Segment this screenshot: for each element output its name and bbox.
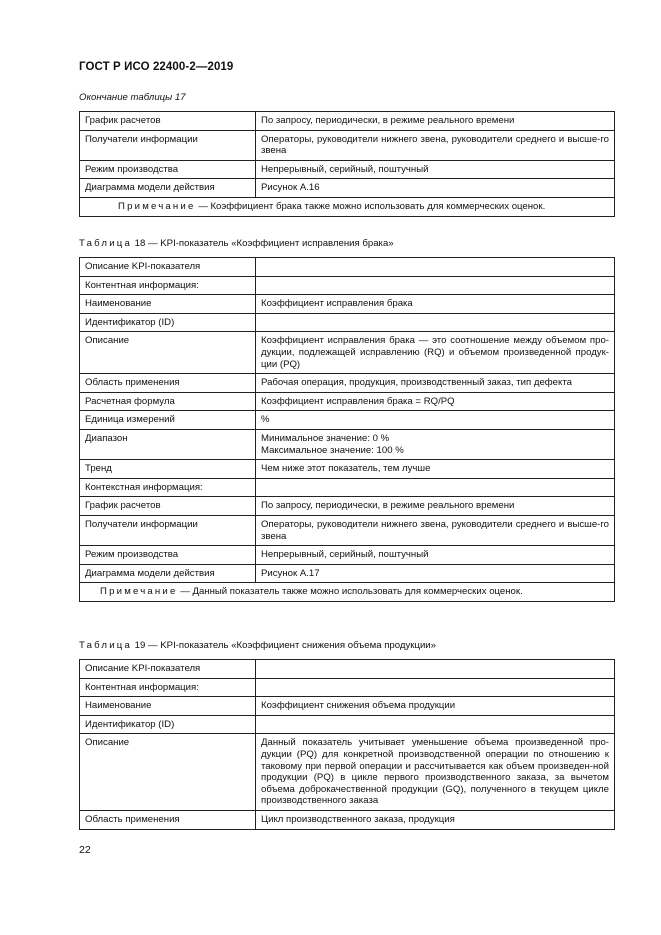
row-value: Цикл производственного заказа, продукция — [256, 810, 615, 829]
row-value: Непрерывный, серийный, поштучный — [256, 546, 615, 565]
row-label: Получатели информации — [80, 130, 256, 160]
row-label: График расчетов — [80, 112, 256, 131]
row-label: Контентная информация: — [80, 276, 256, 295]
row-value: Коэффициент снижения объема продукции — [256, 697, 615, 716]
row-label: Контентная информация: — [80, 678, 256, 697]
table-19-caption-text: 19 — KPI-показатель «Коэффициент снижения объема продукции» — [132, 640, 436, 651]
row-label: Тренд — [80, 460, 256, 479]
row-label: Расчетная формула — [80, 392, 256, 411]
table-row — [80, 429, 615, 459]
row-label: Описание KPI-показателя — [80, 660, 256, 679]
table-row — [80, 478, 615, 497]
note-label: Примечание — [118, 200, 196, 212]
table-row — [80, 678, 615, 697]
row-label: Описание — [80, 734, 256, 811]
table-row — [80, 734, 615, 811]
row-value: Рисунок А.16 — [256, 179, 615, 198]
row-value: Минимальное значение: 0 % Максимальное значение: 100 % — [256, 429, 615, 459]
row-label: Диапазон — [80, 429, 256, 459]
table-row — [80, 295, 615, 314]
row-value: Коэффициент исправления брака = RQ/PQ — [256, 392, 615, 411]
table-row — [80, 460, 615, 479]
row-label: Наименование — [80, 295, 256, 314]
table-18-caption — [79, 238, 394, 249]
table-row — [80, 392, 615, 411]
row-value: Чем ниже этот показатель, тем лучше — [256, 460, 615, 479]
note-text: — Коэффициент брака также можно использовать для коммерческих оценок. — [195, 200, 546, 212]
table-row — [80, 179, 615, 198]
row-label: Диаграмма модели действия — [80, 179, 256, 198]
table-17-continuation-caption: Окончание таблицы 17 — [79, 92, 186, 103]
table-19-caption — [79, 640, 436, 651]
row-value: По запросу, периодически, в режиме реального времени — [256, 112, 615, 131]
table-18-caption-label: Таблица — [79, 238, 133, 249]
row-label: Область применения — [80, 374, 256, 393]
table-row — [80, 112, 615, 131]
document-title: ГОСТ Р ИСО 22400-2—2019 — [79, 61, 234, 73]
row-label: Режим производства — [80, 546, 256, 565]
row-label: Единица измерений — [80, 411, 256, 430]
table-note — [80, 197, 615, 216]
table-row — [80, 497, 615, 516]
row-value — [256, 715, 615, 734]
table-row — [80, 564, 615, 583]
row-value: Рабочая операция, продукция, производственный заказ, тип дефекта — [256, 374, 615, 393]
row-label: Идентификатор (ID) — [80, 313, 256, 332]
table-row — [80, 332, 615, 374]
row-label: Диаграмма модели действия — [80, 564, 256, 583]
row-value — [256, 678, 615, 697]
table-17-end — [79, 111, 615, 217]
table-note-row — [80, 197, 615, 216]
row-value: Коэффициент исправления брака — это соотношение между объемом про-дукции, подлежащей исправлению (RQ) и объемом произведенной продук-ции (PQ) — [256, 332, 615, 374]
row-value — [256, 276, 615, 295]
table-row — [80, 697, 615, 716]
row-value — [256, 478, 615, 497]
table-note-row — [80, 583, 615, 602]
table-18-body — [80, 258, 615, 602]
row-value — [256, 660, 615, 679]
row-label: График расчетов — [80, 497, 256, 516]
row-value: Операторы, руководители нижнего звена, руководители среднего и высше-го звена — [256, 130, 615, 160]
table-row — [80, 276, 615, 295]
row-label: Режим производства — [80, 160, 256, 179]
row-label: Описание — [80, 332, 256, 374]
row-value: % — [256, 411, 615, 430]
table-row — [80, 515, 615, 545]
table-18-caption-text: 18 — KPI-показатель «Коэффициент исправления брака» — [132, 238, 394, 249]
table-row — [80, 313, 615, 332]
table-row — [80, 546, 615, 565]
row-label: Идентификатор (ID) — [80, 715, 256, 734]
table-17-body — [80, 112, 615, 217]
row-value: Непрерывный, серийный, поштучный — [256, 160, 615, 179]
table-row — [80, 810, 615, 829]
table-19-body — [80, 660, 615, 830]
table-row — [80, 130, 615, 160]
row-value: По запросу, периодически, в режиме реального времени — [256, 497, 615, 516]
row-label: Область применения — [80, 810, 256, 829]
note-text: — Данный показатель также можно использовать для коммерческих оценок. — [177, 586, 523, 598]
row-label: Описание KPI-показателя — [80, 258, 256, 277]
table-19 — [79, 659, 615, 830]
row-label: Получатели информации — [80, 515, 256, 545]
table-row — [80, 258, 615, 277]
table-row — [80, 160, 615, 179]
table-18 — [79, 257, 615, 602]
table-note — [80, 583, 615, 602]
table-row — [80, 411, 615, 430]
row-value — [256, 313, 615, 332]
row-value: Коэффициент исправления брака — [256, 295, 615, 314]
note-label: Примечание — [100, 586, 178, 598]
row-value: Рисунок А.17 — [256, 564, 615, 583]
page-number: 22 — [79, 844, 91, 856]
row-value: Данный показатель учитывает уменьшение объема произведенной про-дукции (PQ) для конкретной производственной операции по отношению к таковому при первой операции и рассчитывается как объем произведен-ной продукции (PQ) в цикле первого производственного заказа, за вычетом объема доброкачественной продукции (GQ), полученного в текущем цикле производственного заказа — [256, 734, 615, 811]
row-value — [256, 258, 615, 277]
row-label: Контекстная информация: — [80, 478, 256, 497]
table-row — [80, 374, 615, 393]
table-19-caption-label: Таблица — [79, 640, 133, 651]
row-label: Наименование — [80, 697, 256, 716]
table-row — [80, 715, 615, 734]
row-value: Операторы, руководители нижнего звена, руководители среднего и высше-го звена — [256, 515, 615, 545]
table-row — [80, 660, 615, 679]
